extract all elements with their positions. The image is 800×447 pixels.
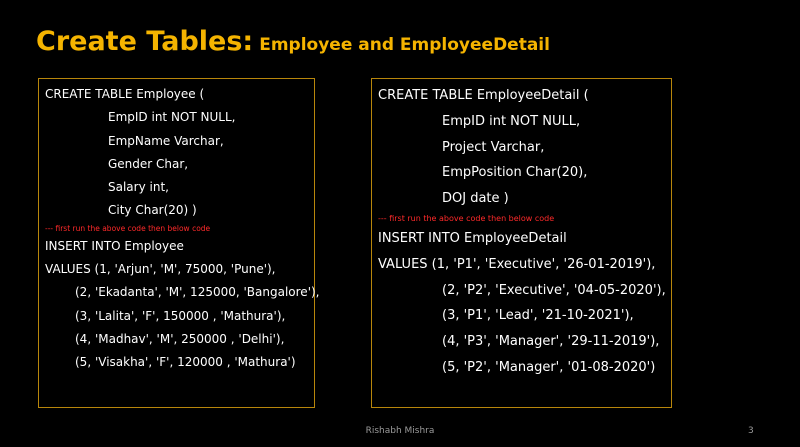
code-line: (2, 'P2', 'Executive', '04-05-2020'), <box>442 282 666 298</box>
slide-title <box>36 26 550 57</box>
code-line: INSERT INTO EmployeeDetail <box>378 230 567 246</box>
code-line: Gender Char, <box>108 156 189 171</box>
code-line: (2, 'Ekadanta', 'M', 125000, 'Bangalore'), <box>75 285 320 300</box>
code-line: Salary int, <box>108 180 169 195</box>
code-line: (5, 'P2', 'Manager', '01-08-2020') <box>442 359 656 375</box>
slide-title-sub: Employee and EmployeeDetail <box>259 35 550 55</box>
code-line: VALUES (1, 'Arjun', 'M', 75000, 'Pune'), <box>45 262 276 277</box>
employee-detail-sql-code-box <box>371 78 672 408</box>
code-line: CREATE TABLE Employee ( <box>45 87 205 101</box>
code-line: Project Varchar, <box>442 139 545 155</box>
code-line: DOJ date ) <box>442 191 509 207</box>
page-number: 3 <box>748 426 754 436</box>
code-line: (3, 'Lalita', 'F', 150000 , 'Mathura'), <box>75 308 286 323</box>
code-line: (4, 'P3', 'Manager', '29-11-2019'), <box>442 334 660 350</box>
code-comment: --- first run the above code then below code <box>378 213 555 223</box>
code-line: EmpPosition Char(20), <box>442 165 588 181</box>
footer-author: Rishabh Mishra <box>365 426 435 436</box>
code-line: (4, 'Madhav', 'M', 250000 , 'Delhi'), <box>75 331 285 346</box>
code-line: EmpID int NOT NULL, <box>442 113 581 129</box>
code-comment: --- first run the above code then below code <box>45 223 211 233</box>
code-line: CREATE TABLE EmployeeDetail ( <box>378 88 589 103</box>
code-line: EmpName Varchar, <box>108 133 224 148</box>
code-line: INSERT INTO Employee <box>45 238 184 253</box>
slide-title-main: Create Tables: <box>36 26 254 57</box>
code-line: (3, 'P1', 'Lead', '21-10-2021'), <box>442 308 634 324</box>
code-line: EmpID int NOT NULL, <box>108 110 236 125</box>
code-line: City Char(20) ) <box>108 203 197 218</box>
code-line: (5, 'Visakha', 'F', 120000 , 'Mathura') <box>75 355 296 370</box>
employee-sql-code-box <box>38 78 320 408</box>
code-line: VALUES (1, 'P1', 'Executive', '26-01-2019'), <box>378 256 656 272</box>
